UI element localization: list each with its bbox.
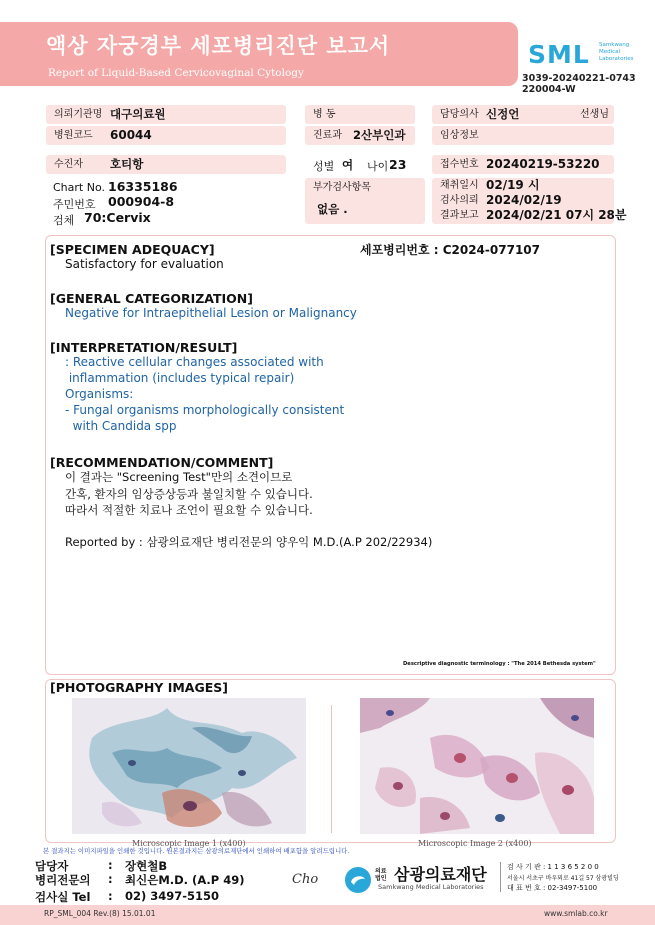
category-heading: [GENERAL CATEGORIZATION]	[50, 291, 253, 306]
chart-value: 16335186	[108, 179, 178, 194]
result-heading: [INTERPRETATION/RESULT]	[50, 340, 238, 355]
lab-code: 검 사 기 관 : 1 1 3 6 5 2 0 0	[507, 863, 599, 871]
institution-field: 의뢰기관명 대구의료원	[46, 105, 286, 124]
colon: :	[108, 858, 113, 872]
bottom-bar	[0, 905, 655, 925]
image-caption-2: Microscopic Image 2 (x400)	[418, 839, 532, 848]
chart-label: Chart No.	[53, 181, 105, 194]
dates-field: 채취일시 02/19 시 검사의뢰 2024/02/19 결과보고 2024/02/21 07시 28분	[432, 178, 614, 224]
report-title: 액상 자궁경부 세포병리진단 보고서	[46, 34, 391, 58]
comment-line: 따라서 적절한 치료나 조언이 필요할 수 있습니다.	[65, 503, 313, 517]
microscopic-image-1	[72, 698, 306, 834]
doctor-field: 담당의사 신정언 선생님	[432, 105, 614, 124]
colon: :	[108, 872, 113, 886]
sex-value: 여	[342, 158, 354, 172]
address: 서울시 서초구 바우뫼로 41길 57 삼광빌딩	[507, 875, 619, 882]
sex-label: 성별	[313, 160, 335, 173]
hospital-code-field: 병원코드 60044	[46, 126, 286, 145]
sml-logo	[528, 40, 648, 70]
comment-line: 이 결과는 "Screening Test"만의 소견이므로	[65, 470, 293, 484]
age-value: 23	[389, 157, 407, 172]
microscopic-image-2	[360, 698, 594, 834]
foundation-type: 의료 법인	[375, 868, 387, 882]
website: www.smlab.co.kr	[544, 909, 608, 918]
comment-heading: [RECOMMENDATION/COMMENT]	[50, 455, 274, 470]
pathologist-value: 최신은M.D. (A.P 49)	[125, 873, 245, 887]
foundation-name-en: Samkwang Medical Laboratories	[378, 883, 484, 891]
receipt-field: 접수번호 20240219-53220	[432, 155, 614, 174]
logo-text: SML	[528, 40, 590, 69]
result-line: Organisms:	[65, 387, 134, 401]
result-line: inflammation (includes typical repair)	[65, 371, 295, 385]
pathologist-label: 병리전문의	[35, 873, 91, 887]
comment-line: 간혹, 환자의 임상증상등과 불일치할 수 있습니다.	[65, 487, 313, 501]
result-line: : Reactive cellular changes associated with	[65, 355, 324, 369]
rep-tel: 대 표 번 호 : 02-3497-5100	[507, 884, 598, 892]
result-line: with Candida spp	[65, 419, 177, 433]
signature: Cho	[292, 872, 319, 887]
document-number: 3039-20240221-0743 220004-W	[522, 73, 636, 95]
report-subtitle: Report of Liquid-Based Cervicovaginal Cytology	[48, 67, 304, 79]
person-value: 장현철B	[125, 859, 168, 873]
specimen-value: 70:Cervix	[84, 210, 151, 225]
print-notice: 본 결과지는 이미지파일을 인쇄한 것입니다. 원본결과지는 삼광의료재단에서 인쇄하여 배포함을 알려드립니다.	[43, 847, 350, 855]
person-label: 담당자	[35, 859, 69, 873]
id-label: 주민번호	[53, 198, 96, 211]
age-label: 나이	[367, 160, 389, 173]
category-value: Negative for Intraepithelial Lesion or Malignancy	[65, 306, 357, 320]
reported-by: Reported by : 삼광의료재단 병리전문의 양우익 M.D.(A.P 202/22934)	[65, 535, 433, 549]
photo-divider	[331, 705, 332, 833]
adequacy-heading: [SPECIMEN ADEQUACY]	[50, 242, 215, 257]
foundation-logo-icon	[345, 867, 371, 893]
image-caption-1: Microscopic Image 1 (x400)	[132, 839, 246, 848]
adequacy-value: Satisfactory for evaluation	[65, 257, 224, 271]
patient-name-field: 수진자 호티항	[46, 155, 286, 174]
tel-value: 02) 3497-5150	[125, 889, 220, 903]
terminology-note: Descriptive diagnostic terminology : "The 2014 Bethesda system"	[403, 661, 596, 667]
specimen-label: 검체	[53, 214, 75, 227]
department-field: 진료과 2산부인과	[305, 126, 415, 145]
result-line: - Fungal organisms morphologically consistent	[65, 403, 345, 417]
photos-heading: [PHOTOGRAPHY IMAGES]	[50, 680, 228, 695]
logo-subtitle: Samkwang Medical Laboratories	[599, 42, 634, 62]
ward-field: 병 동	[305, 105, 415, 124]
cytology-number: 세포병리번호 : C2024-077107	[360, 243, 540, 257]
foundation-name: 삼광의료재단	[394, 865, 487, 884]
tel-label: 검사실 Tel	[35, 890, 91, 904]
id-value: 000904-8	[108, 194, 175, 209]
footer-divider	[500, 862, 501, 892]
clinical-info-field: 임상정보	[432, 126, 614, 145]
extra-tests-field: 부가검사항목 없음 .	[305, 178, 425, 224]
form-code: RP_SML_004 Rev.(8) 15.01.01	[44, 909, 156, 918]
colon: :	[108, 889, 113, 903]
